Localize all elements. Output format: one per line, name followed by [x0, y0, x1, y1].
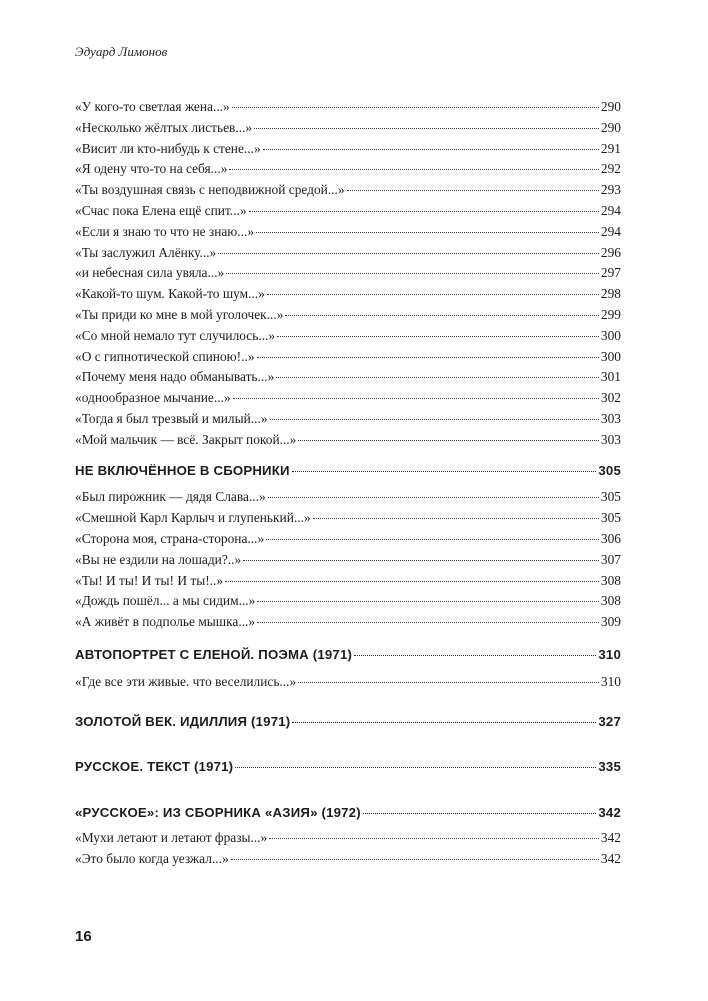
- toc-entry-title: «Мухи летают и летают фразы...»: [75, 829, 268, 845]
- toc-section-russkoe-text: [75, 759, 621, 780]
- toc-entry: [75, 851, 621, 872]
- toc-entry-page: 309: [600, 614, 621, 630]
- dot-leader: [257, 601, 599, 602]
- toc-entry-title: «Это было когда уезжал...»: [75, 850, 229, 866]
- toc-entry-title: «О с гипнотической спиною!..»: [75, 348, 255, 364]
- toc-entry-page: 300: [600, 348, 621, 364]
- dot-leader: [256, 232, 599, 233]
- toc-entry-title: «Счас пока Елена ещё спит...»: [75, 202, 247, 218]
- toc-section-russkoe-asia: [75, 805, 621, 826]
- dot-leader: [292, 722, 596, 723]
- toc-entry: [75, 245, 621, 266]
- toc-entry: [75, 349, 621, 370]
- dot-leader: [243, 560, 599, 561]
- toc-entry-page: 310: [600, 673, 621, 689]
- toc-entry-page: 296: [600, 244, 621, 260]
- toc-section-title: РУССКОЕ. ТЕКСТ (1971): [75, 759, 234, 775]
- toc-group-poems-3: [75, 674, 621, 695]
- running-title: Эдуард Лимонов: [75, 44, 168, 59]
- toc-entry-title: «Ты! И ты! И ты! И ты!..»: [75, 572, 224, 588]
- toc-entry-page: 302: [600, 390, 621, 406]
- toc-entry-title: «Если я знаю то что не знаю...»: [75, 223, 255, 239]
- toc-section-page: 335: [598, 759, 621, 775]
- toc-entry-title: «Почему меня надо обманывать...»: [75, 369, 275, 385]
- dot-leader: [354, 655, 596, 656]
- table-of-contents: [75, 99, 621, 872]
- toc-entry-title: «Со мной немало тут случилось...»: [75, 327, 276, 343]
- toc-entry: [75, 674, 621, 695]
- toc-entry: [75, 531, 621, 552]
- toc-entry: [75, 307, 621, 328]
- dot-leader: [249, 211, 599, 212]
- dot-leader: [229, 169, 598, 170]
- toc-section-title: НЕ ВКЛЮЧЁННОЕ В СБОРНИКИ: [75, 462, 290, 478]
- toc-entry: [75, 390, 621, 411]
- toc-entry: [75, 286, 621, 307]
- dot-leader: [254, 128, 599, 129]
- toc-entry: [75, 182, 621, 203]
- toc-entry-page: 291: [600, 140, 621, 156]
- toc-entry: [75, 552, 621, 573]
- toc-group-poems-2: [75, 489, 621, 635]
- dot-leader: [257, 622, 599, 623]
- toc-section-not-included: [75, 463, 621, 484]
- toc-entry-title: «и небесная сила увяла...»: [75, 265, 225, 281]
- toc-entry-title: «Был пирожник — дядя Слава...»: [75, 489, 266, 505]
- toc-entry-page: 301: [600, 369, 621, 385]
- toc-entry-title: «Несколько жёлтых листьев...»: [75, 119, 253, 135]
- dot-leader: [266, 539, 599, 540]
- toc-entry-title: «Ты заслужил Алёнку...»: [75, 244, 217, 260]
- toc-section-autoportrait: [75, 647, 621, 668]
- toc-entry-title: «однообразное мычание...»: [75, 390, 231, 406]
- toc-entry-title: «Висит ли кто-нибудь к стене...»: [75, 140, 261, 156]
- toc-section-page: 342: [598, 805, 621, 821]
- toc-entry-title: «Вы не ездили на лошади?..»: [75, 551, 242, 567]
- dot-leader: [267, 294, 599, 295]
- toc-group-poems-4: [75, 830, 621, 872]
- dot-leader: [285, 315, 599, 316]
- toc-entry-title: «Где все эти живые. что веселились...»: [75, 673, 297, 689]
- toc-section-page: 310: [598, 646, 621, 662]
- toc-entry: [75, 489, 621, 510]
- toc-entry: [75, 411, 621, 432]
- toc-entry-page: 303: [600, 410, 621, 426]
- toc-entry: [75, 573, 621, 594]
- toc-section-page: 305: [598, 462, 621, 478]
- toc-entry-page: 306: [600, 530, 621, 546]
- dot-leader: [298, 440, 599, 441]
- toc-group-poems-1: [75, 99, 621, 453]
- toc-entry: [75, 614, 621, 635]
- toc-entry-title: «Ты воздушная связь с неподвижной средой...»: [75, 182, 345, 198]
- toc-entry: [75, 369, 621, 390]
- toc-entry-title: «У кого-то светлая жена...»: [75, 99, 230, 114]
- dot-leader: [276, 377, 599, 378]
- toc-entry: [75, 161, 621, 182]
- toc-entry-page: 303: [600, 431, 621, 447]
- toc-entry-title: «Дождь пошёл... а мы сидим...»: [75, 593, 256, 609]
- dot-leader: [269, 838, 599, 839]
- toc-entry: [75, 224, 621, 245]
- toc-entry-page: 342: [600, 850, 621, 866]
- toc-entry-page: 292: [600, 161, 621, 177]
- dot-leader: [218, 253, 599, 254]
- toc-entry-page: 305: [600, 489, 621, 505]
- toc-entry-page: 294: [600, 223, 621, 239]
- toc-section-title: «РУССКОЕ»: ИЗ СБОРНИКА «АЗИЯ» (1972): [75, 805, 361, 821]
- toc-entry-title: «Смешной Карл Карлыч и глупенький...»: [75, 510, 311, 526]
- toc-entry-page: 294: [600, 202, 621, 218]
- dot-leader: [270, 419, 599, 420]
- dot-leader: [347, 190, 599, 191]
- toc-entry-page: 299: [600, 306, 621, 322]
- toc-entry-page: 308: [600, 572, 621, 588]
- toc-entry: [75, 593, 621, 614]
- toc-section-page: 327: [598, 713, 621, 729]
- dot-leader: [298, 682, 599, 683]
- toc-entry: [75, 120, 621, 141]
- toc-entry: [75, 265, 621, 286]
- toc-entry-title: «Ты приди ко мне в мой уголочек...»: [75, 306, 284, 322]
- toc-section-title: ЗОЛОТОЙ ВЕК. ИДИЛЛИЯ (1971): [75, 713, 291, 729]
- toc-entry-page: 308: [600, 593, 621, 609]
- page-number: 16: [75, 928, 92, 945]
- dot-leader: [268, 497, 599, 498]
- dot-leader: [235, 767, 596, 768]
- toc-entry-title: «Какой-то шум. Какой-то шум...»: [75, 286, 265, 302]
- dot-leader: [233, 398, 599, 399]
- dot-leader: [263, 149, 599, 150]
- toc-entry: [75, 203, 621, 224]
- toc-entry-page: 298: [600, 286, 621, 302]
- toc-entry-page: 300: [600, 327, 621, 343]
- toc-entry-page: 290: [600, 119, 621, 135]
- dot-leader: [232, 107, 599, 108]
- toc-entry-page: 293: [600, 182, 621, 198]
- dot-leader: [257, 357, 599, 358]
- toc-entry-title: «Мой мальчик — всё. Закрыт покой...»: [75, 431, 297, 447]
- dot-leader: [226, 273, 599, 274]
- toc-entry-title: «Сторона моя, страна-сторона...»: [75, 530, 265, 546]
- toc-entry-title: «Я одену что-то на себя...»: [75, 161, 228, 177]
- dot-leader: [313, 518, 599, 519]
- dot-leader: [225, 581, 599, 582]
- toc-entry-page: 305: [600, 510, 621, 526]
- toc-entry: [75, 510, 621, 531]
- dot-leader: [277, 336, 599, 337]
- dot-leader: [292, 471, 597, 472]
- dot-leader: [231, 859, 599, 860]
- toc-section-title: АВТОПОРТРЕТ С ЕЛЕНОЙ. ПОЭМА (1971): [75, 646, 353, 662]
- toc-section-golden-age: [75, 714, 621, 735]
- toc-entry-title: «Тогда я был трезвый и милый...»: [75, 410, 268, 426]
- toc-entry: [75, 432, 621, 453]
- toc-entry-page: 342: [600, 829, 621, 845]
- toc-entry-page: 297: [600, 265, 621, 281]
- toc-entry-page: 307: [600, 551, 621, 567]
- toc-entry: [75, 328, 621, 349]
- dot-leader: [363, 813, 597, 814]
- toc-entry-title: «А живёт в подполье мышка...»: [75, 614, 256, 630]
- toc-entry: [75, 830, 621, 851]
- toc-entry-page: 290: [600, 99, 621, 114]
- toc-entry: [75, 99, 621, 120]
- toc-entry: [75, 141, 621, 162]
